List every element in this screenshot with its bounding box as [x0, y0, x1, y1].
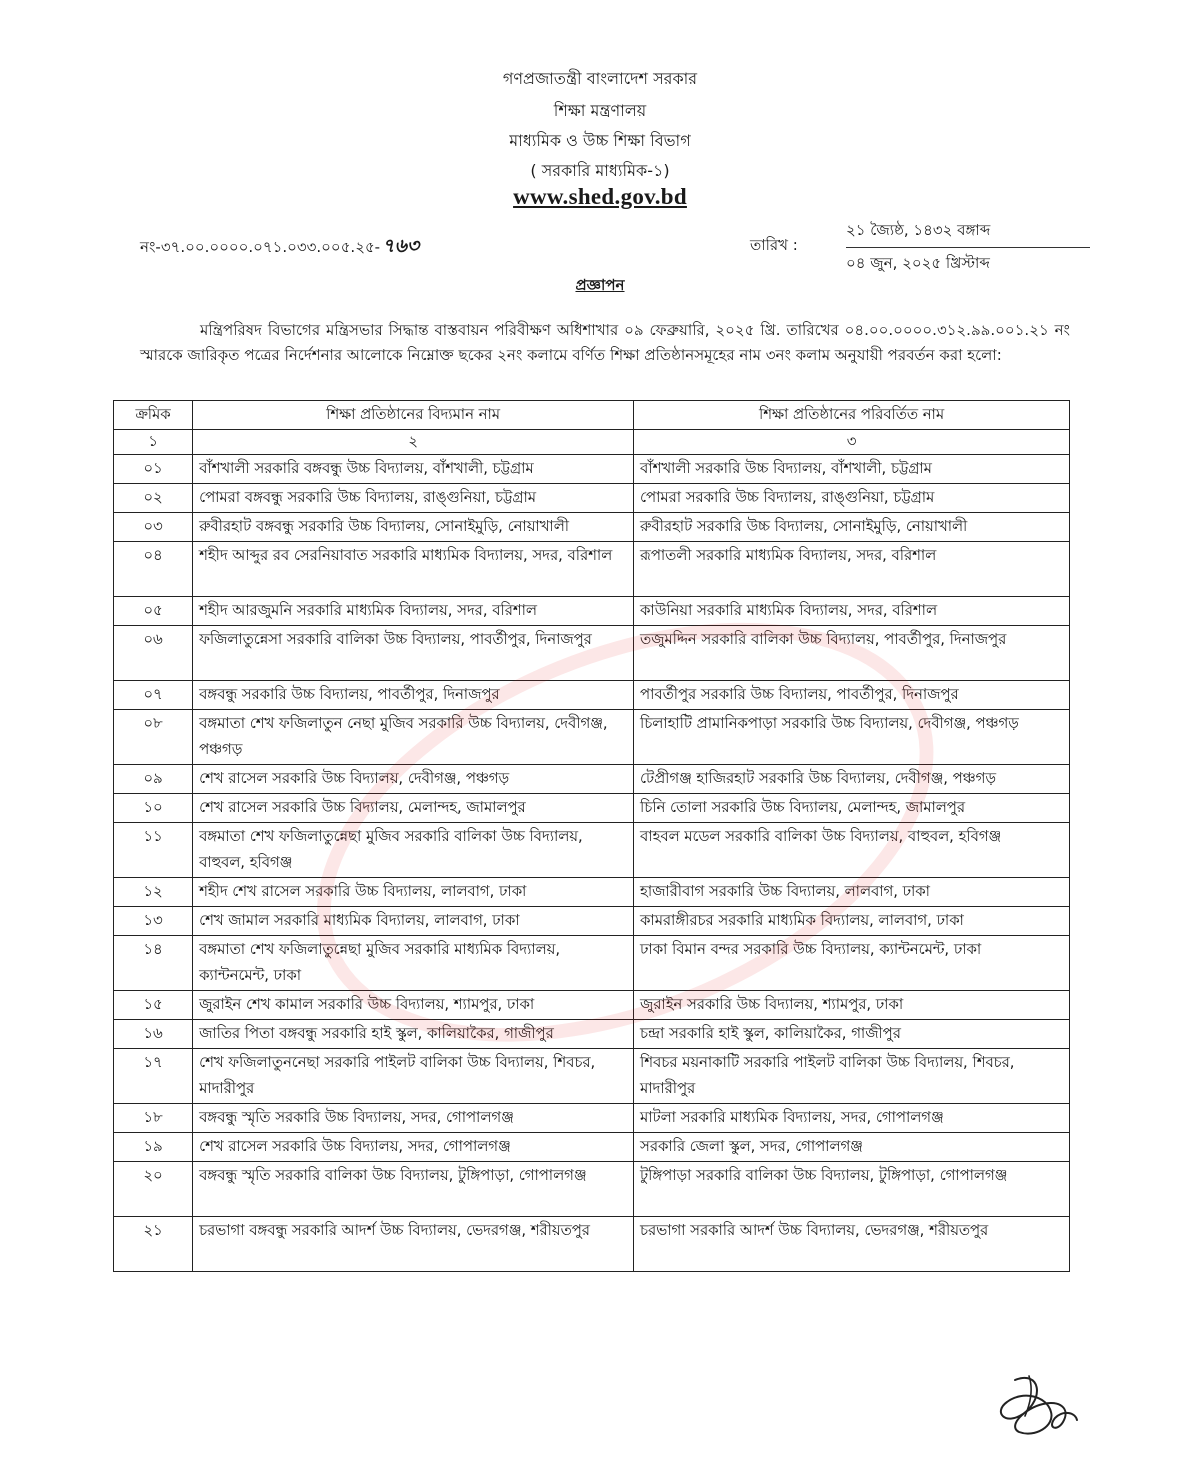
row-existing-name: চরভাগা বঙ্গবন্ধু সরকারি আদর্শ উচ্চ বিদ্যালয়, ভেদরগঞ্জ, শরীয়তপুর — [193, 1217, 634, 1272]
memo-handwritten-number: ৭৬৩ — [382, 235, 420, 257]
column-number-1: ১ — [114, 430, 193, 455]
table-row — [114, 794, 1070, 823]
row-serial: ০৪ — [114, 542, 193, 597]
table-row — [114, 936, 1070, 991]
row-existing-name: বঙ্গবন্ধু স্মৃতি সরকারি উচ্চ বিদ্যালয়, সদর, গোপালগঞ্জ — [193, 1104, 634, 1133]
row-changed-name: কাউনিয়া সরকারি মাধ্যমিক বিদ্যালয়, সদর, বরিশাল — [634, 597, 1070, 626]
row-changed-name: রুবীরহাট সরকারি উচ্চ বিদ্যালয়, সোনাইমুড়ি, নোয়াখালী — [634, 513, 1070, 542]
table-row — [114, 484, 1070, 513]
row-changed-name: জুরাইন সরকারি উচ্চ বিদ্যালয়, শ্যামপুর, ঢাকা — [634, 991, 1070, 1020]
table-row — [114, 455, 1070, 484]
row-changed-name: সরকারি জেলা স্কুল, সদর, গোপালগঞ্জ — [634, 1133, 1070, 1162]
table-row — [114, 878, 1070, 907]
table-row — [114, 765, 1070, 794]
table-row — [114, 907, 1070, 936]
table-row — [114, 823, 1070, 878]
row-existing-name: ফজিলাতুন্নেসা সরকারি বালিকা উচ্চ বিদ্যালয়, পাবর্তীপুর, দিনাজপুর — [193, 626, 634, 681]
column-number-3: ৩ — [634, 430, 1070, 455]
website-link[interactable]: www.shed.gov.bd — [513, 184, 687, 209]
row-existing-name: বঙ্গবন্ধু স্মৃতি সরকারি বালিকা উচ্চ বিদ্যালয়, টুঙ্গিপাড়া, গোপালগঞ্জ — [193, 1162, 634, 1217]
row-serial: ০৮ — [114, 710, 193, 765]
signature-icon — [985, 1368, 1085, 1448]
row-serial: ১৩ — [114, 907, 193, 936]
row-existing-name: শেখ ফজিলাতুননেছা সরকারি পাইলট বালিকা উচ্চ বিদ্যালয়, শিবচর, মাদারীপুর — [193, 1049, 634, 1104]
row-serial: ১৪ — [114, 936, 193, 991]
row-changed-name: রূপাতলী সরকারি মাধ্যমিক বিদ্যালয়, সদর, বরিশাল — [634, 542, 1070, 597]
intro-paragraph — [140, 318, 1070, 368]
row-changed-name: চন্দ্রা সরকারি হাই স্কুল, কালিয়াকৈর, গাজীপুর — [634, 1020, 1070, 1049]
table-row — [114, 542, 1070, 597]
row-existing-name: শহীদ আরজুমনি সরকারি মাধ্যমিক বিদ্যালয়, সদর, বরিশাল — [193, 597, 634, 626]
table-row — [114, 1020, 1070, 1049]
table-header-row — [114, 401, 1070, 430]
row-changed-name: চিনি তোলা সরকারি উচ্চ বিদ্যালয়, মেলান্দহ, জামালপুর — [634, 794, 1070, 823]
row-existing-name: বাঁশখালী সরকারি বঙ্গবন্ধু উচ্চ বিদ্যালয়, বাঁশখালী, চট্টগ্রাম — [193, 455, 634, 484]
table-row — [114, 681, 1070, 710]
ministry-name: শিক্ষা মন্ত্রণালয় — [553, 101, 647, 120]
table-row — [114, 1049, 1070, 1104]
table-row — [114, 1104, 1070, 1133]
column-number-row — [114, 430, 1070, 455]
memo-number — [140, 232, 419, 264]
row-serial: ০৭ — [114, 681, 193, 710]
column-number-2: ২ — [193, 430, 634, 455]
section-name: ( সরকারি মাধ্যমিক-১) — [530, 161, 670, 180]
row-serial: ১৬ — [114, 1020, 193, 1049]
row-changed-name: তজুমদ্দিন সরকারি বালিকা উচ্চ বিদ্যালয়, পাবর্তীপুর, দিনাজপুর — [634, 626, 1070, 681]
row-changed-name: চিলাহাটি প্রামানিকপাড়া সরকারি উচ্চ বিদ্যালয়, দেবীগঞ্জ, পঞ্চগড় — [634, 710, 1070, 765]
row-existing-name: শহীদ শেখ রাসেল সরকারি উচ্চ বিদ্যালয়, লালবাগ, ঢাকা — [193, 878, 634, 907]
table-row — [114, 1162, 1070, 1217]
table-row — [114, 513, 1070, 542]
row-serial: ২০ — [114, 1162, 193, 1217]
row-serial: ১৯ — [114, 1133, 193, 1162]
row-existing-name: শেখ জামাল সরকারি মাধ্যমিক বিদ্যালয়, লালবাগ, ঢাকা — [193, 907, 634, 936]
row-changed-name: হাজারীবাগ সরকারি উচ্চ বিদ্যালয়, লালবাগ, ঢাকা — [634, 878, 1070, 907]
row-changed-name: ঢাকা বিমান বন্দর সরকারি উচ্চ বিদ্যালয়, ক্যান্টনমেন্ট, ঢাকা — [634, 936, 1070, 991]
table-row — [114, 991, 1070, 1020]
row-existing-name: শহীদ আব্দুর রব সেরনিয়াবাত সরকারি মাধ্যমিক বিদ্যালয়, সদর, বরিশাল — [193, 542, 634, 597]
row-changed-name: চরভাগা সরকারি আদর্শ উচ্চ বিদ্যালয়, ভেদরগঞ্জ, শরীয়তপুর — [634, 1217, 1070, 1272]
row-changed-name: বাঁশখালী সরকারি উচ্চ বিদ্যালয়, বাঁশখালী, চট্টগ্রাম — [634, 455, 1070, 484]
row-existing-name: বঙ্গমাতা শেখ ফজিলাতুন নেছা মুজিব সরকারি উচ্চ বিদ্যালয়, দেবীগঞ্জ, পঞ্চগড় — [193, 710, 634, 765]
row-serial: ০১ — [114, 455, 193, 484]
row-changed-name: টুঙ্গিপাড়া সরকারি বালিকা উচ্চ বিদ্যালয়, টুঙ্গিপাড়া, গোপালগঞ্জ — [634, 1162, 1070, 1217]
renaming-table — [113, 400, 1070, 1272]
row-existing-name: পোমরা বঙ্গবন্ধু সরকারি উচ্চ বিদ্যালয়, রাঙ্গুনিয়া, চট্টগ্রাম — [193, 484, 634, 513]
row-serial: ১৭ — [114, 1049, 193, 1104]
row-existing-name: বঙ্গবন্ধু সরকারি উচ্চ বিদ্যালয়, পাবর্তীপুর, দিনাজপুর — [193, 681, 634, 710]
header-existing-name: শিক্ষা প্রতিষ্ঠানের বিদ্যমান নাম — [193, 401, 634, 430]
row-changed-name: কামরাঙ্গীরচর সরকারি মাধ্যমিক বিদ্যালয়, লালবাগ, ঢাকা — [634, 907, 1070, 936]
table-row — [114, 1217, 1070, 1272]
header-changed-name: শিক্ষা প্রতিষ্ঠানের পরিবর্তিত নাম — [634, 401, 1070, 430]
row-serial: ০৩ — [114, 513, 193, 542]
govt-name: গণপ্রজাতন্ত্রী বাংলাদেশ সরকার — [502, 69, 698, 88]
table-row — [114, 626, 1070, 681]
row-existing-name: জাতির পিতা বঙ্গবন্ধু সরকারি হাই স্কুল, কালিয়াকৈর, গাজীপুর — [193, 1020, 634, 1049]
row-changed-name: শিবচর ময়নাকাটি সরকারি পাইলট বালিকা উচ্চ বিদ্যালয়, শিবচর, মাদারীপুর — [634, 1049, 1070, 1104]
row-existing-name: জুরাইন শেখ কামাল সরকারি উচ্চ বিদ্যালয়, শ্যামপুর, ঢাকা — [193, 991, 634, 1020]
date-bangla: ২১ জ্যৈষ্ঠ, ১৪৩২ বঙ্গাব্দ — [846, 219, 1090, 248]
intro-text: মন্ত্রিপরিষদ বিভাগের মন্ত্রিসভার সিদ্ধান্ত বাস্তবায়ন পরিবীক্ষণ অধিশাখার ০৯ ফেব্রুয়ারি, ২০২৫ খ্রি. তারিখের ০৪.০০.০০০০.৩১২.৯৯.০০১.২১ নং স্মারকে জারিকৃত পত্রের নির্দেশনার আলোকে নিম্নোক্ত ছকের ২নং কলামে বর্ণিত শিক্ষা প্রতিষ্ঠানসমূহের নাম ৩নং কলাম অনুযায়ী পরবর্তন করা হলো: — [140, 321, 1070, 364]
row-changed-name: পাবর্তীপুর সরকারি উচ্চ বিদ্যালয়, পাবর্তীপুর, দিনাজপুর — [634, 681, 1070, 710]
row-serial: ১২ — [114, 878, 193, 907]
row-serial: ০২ — [114, 484, 193, 513]
row-changed-name: পোমরা সরকারি উচ্চ বিদ্যালয়, রাঙ্গুনিয়া, চট্টগ্রাম — [634, 484, 1070, 513]
row-serial: ০৫ — [114, 597, 193, 626]
row-changed-name: টেপ্রীগঞ্জ হাজিরহাট সরকারি উচ্চ বিদ্যালয়, দেবীগঞ্জ, পঞ্চগড় — [634, 765, 1070, 794]
row-serial: ১১ — [114, 823, 193, 878]
row-serial: ২১ — [114, 1217, 193, 1272]
header-serial: ক্রমিক — [114, 401, 193, 430]
row-existing-name: শেখ রাসেল সরকারি উচ্চ বিদ্যালয়, মেলান্দহ, জামালপুর — [193, 794, 634, 823]
row-serial: ১৫ — [114, 991, 193, 1020]
row-existing-name: বঙ্গমাতা শেখ ফজিলাতুন্নেছা মুজিব সরকারি বালিকা উচ্চ বিদ্যালয়, বাহুবল, হবিগঞ্জ — [193, 823, 634, 878]
table-row — [114, 597, 1070, 626]
row-existing-name: শেখ রাসেল সরকারি উচ্চ বিদ্যালয়, সদর, গোপালগঞ্জ — [193, 1133, 634, 1162]
memo-number-text: নং-৩৭.০০.০০০০.০৭১.০৩৩.০০৫.২৫- — [140, 238, 381, 256]
date-label: তারিখ : — [750, 236, 798, 254]
row-serial: ১৮ — [114, 1104, 193, 1133]
row-existing-name: বঙ্গমাতা শেখ ফজিলাতুন্নেছা মুজিব সরকারি মাধ্যমিক বিদ্যালয়, ক্যান্টনমেন্ট, ঢাকা — [193, 936, 634, 991]
table-row — [114, 1133, 1070, 1162]
row-changed-name: মাটলা সরকারি মাধ্যমিক বিদ্যালয়, সদর, গোপালগঞ্জ — [634, 1104, 1070, 1133]
row-changed-name: বাহবল মডেল সরকারি বালিকা উচ্চ বিদ্যালয়, বাহুবল, হবিগঞ্জ — [634, 823, 1070, 878]
division-name: মাধ্যমিক ও উচ্চ শিক্ষা বিভাগ — [509, 131, 691, 150]
row-serial: ১০ — [114, 794, 193, 823]
date-gregorian: ০৪ জুন, ২০২৫ খ্রিস্টাব্দ — [846, 254, 990, 272]
notification-title: প্রজ্ঞাপন — [575, 276, 625, 294]
table-row — [114, 710, 1070, 765]
row-existing-name: শেখ রাসেল সরকারি উচ্চ বিদ্যালয়, দেবীগঞ্জ, পঞ্চগড় — [193, 765, 634, 794]
row-serial: ০৬ — [114, 626, 193, 681]
row-serial: ০৯ — [114, 765, 193, 794]
row-existing-name: রুবীরহাট বঙ্গবন্ধু সরকারি উচ্চ বিদ্যালয়, সোনাইমুড়ি, নোয়াখালী — [193, 513, 634, 542]
